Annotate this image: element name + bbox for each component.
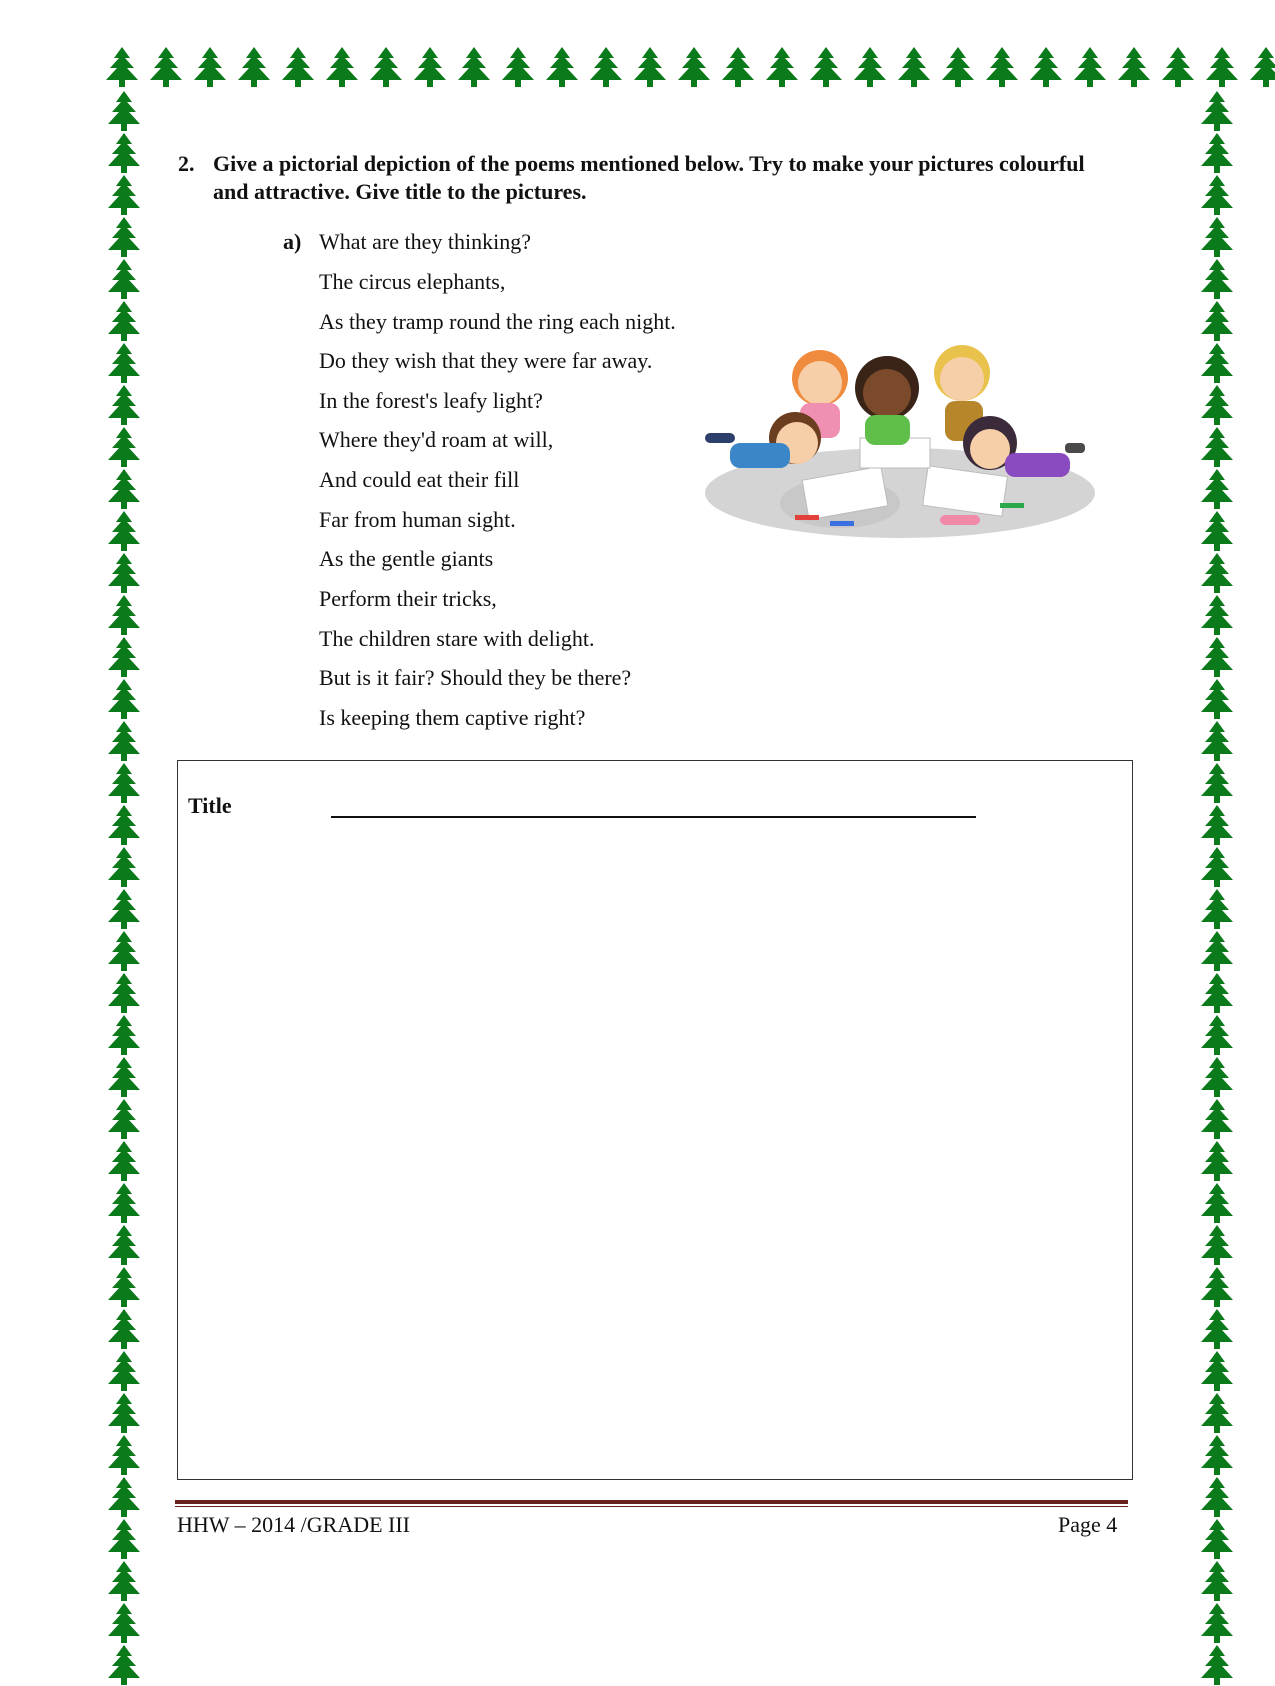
question-number: 2. xyxy=(178,151,195,176)
tree-icon xyxy=(1195,384,1243,426)
question-text: Give a pictorial depiction of the poems mentioned below. Try to make your pictures colourful and attractive. Give title to the pictures. xyxy=(213,151,1085,204)
tree-icon xyxy=(1195,216,1243,258)
poem-line: Do they wish that they were far away. xyxy=(319,348,653,373)
tree-icon xyxy=(1195,132,1243,174)
tree-icon xyxy=(102,1560,150,1602)
tree-icon xyxy=(1195,342,1243,384)
tree-icon xyxy=(1195,762,1243,804)
tree-icon xyxy=(102,762,150,804)
tree-icon xyxy=(1112,46,1156,94)
tree-icon xyxy=(936,46,980,94)
footer-left-text: HHW – 2014 /GRADE III xyxy=(177,1512,411,1537)
tree-icon xyxy=(100,46,144,94)
tree-icon xyxy=(1195,426,1243,468)
tree-icon xyxy=(1195,90,1243,132)
tree-icon xyxy=(102,552,150,594)
poem-line: As they tramp round the ring each night. xyxy=(319,309,676,334)
tree-icon xyxy=(102,678,150,720)
tree-icon xyxy=(232,46,276,94)
tree-icon xyxy=(102,1056,150,1098)
tree-icon xyxy=(1195,258,1243,300)
tree-icon xyxy=(1195,1560,1243,1602)
tree-icon xyxy=(1195,636,1243,678)
tree-icon xyxy=(452,46,496,94)
tree-icon xyxy=(1195,552,1243,594)
footer-rule xyxy=(175,1500,1128,1504)
tree-icon xyxy=(1195,1014,1243,1056)
tree-icon xyxy=(102,636,150,678)
tree-icon xyxy=(1195,930,1243,972)
title-label: Title xyxy=(188,793,232,818)
tree-icon xyxy=(364,46,408,94)
tree-icon xyxy=(102,468,150,510)
tree-icon xyxy=(980,46,1024,94)
tree-icon xyxy=(1195,678,1243,720)
tree-icon xyxy=(716,46,760,94)
poem-line: Where they'd roam at will, xyxy=(319,427,554,452)
tree-icon xyxy=(102,1602,150,1644)
tree-icon xyxy=(102,594,150,636)
tree-icon xyxy=(1244,46,1275,94)
title-underline xyxy=(331,816,976,818)
poem-line: But is it fair? Should they be there? xyxy=(319,665,632,690)
tree-icon xyxy=(102,846,150,888)
children-drawing-illustration xyxy=(700,343,1100,553)
poem-line: As the gentle giants xyxy=(319,546,494,571)
tree-icon xyxy=(848,46,892,94)
tree-icon xyxy=(102,342,150,384)
tree-icon xyxy=(102,384,150,426)
tree-icon xyxy=(102,1308,150,1350)
tree-icon xyxy=(102,426,150,468)
tree-icon xyxy=(760,46,804,94)
tree-icon xyxy=(1195,468,1243,510)
tree-icon xyxy=(1195,1476,1243,1518)
poem-line: The children stare with delight. xyxy=(319,626,595,651)
tree-icon xyxy=(1195,1350,1243,1392)
tree-icon xyxy=(1195,1308,1243,1350)
tree-icon xyxy=(1195,300,1243,342)
tree-icon xyxy=(892,46,936,94)
poem-label: a) xyxy=(283,229,302,254)
tree-icon xyxy=(102,258,150,300)
page-number: Page 4 xyxy=(1058,1512,1118,1537)
tree-icon xyxy=(102,972,150,1014)
tree-icon xyxy=(1195,594,1243,636)
tree-icon xyxy=(1195,804,1243,846)
tree-icon xyxy=(144,46,188,94)
tree-icon xyxy=(628,46,672,94)
tree-icon xyxy=(188,46,232,94)
tree-icon xyxy=(804,46,848,94)
tree-icon xyxy=(1195,1098,1243,1140)
poem-line: In the forest's leafy light? xyxy=(319,388,543,413)
tree-icon xyxy=(1195,1434,1243,1476)
tree-icon xyxy=(1195,174,1243,216)
tree-icon xyxy=(102,1476,150,1518)
drawing-area xyxy=(177,760,1133,1480)
tree-icon xyxy=(1200,46,1244,94)
tree-icon xyxy=(1195,846,1243,888)
tree-icon xyxy=(1195,888,1243,930)
tree-icon xyxy=(102,1518,150,1560)
tree-icon xyxy=(1195,1224,1243,1266)
tree-icon xyxy=(1024,46,1068,94)
tree-icon xyxy=(102,174,150,216)
tree-icon xyxy=(1195,1518,1243,1560)
tree-icon xyxy=(1195,1182,1243,1224)
poem-line: Perform their tricks, xyxy=(319,586,497,611)
tree-icon xyxy=(1195,972,1243,1014)
tree-icon xyxy=(1195,720,1243,762)
poem-line: Far from human sight. xyxy=(319,507,516,532)
tree-icon xyxy=(1195,1392,1243,1434)
tree-icon xyxy=(102,1644,150,1686)
tree-icon xyxy=(102,510,150,552)
tree-icon xyxy=(102,804,150,846)
tree-icon xyxy=(1068,46,1112,94)
tree-icon xyxy=(102,1350,150,1392)
tree-icon xyxy=(276,46,320,94)
tree-icon xyxy=(102,1266,150,1308)
tree-icon xyxy=(1156,46,1200,94)
tree-border-right xyxy=(1195,90,1243,1651)
poem-line: What are they thinking? xyxy=(319,229,531,254)
tree-icon xyxy=(102,888,150,930)
tree-icon xyxy=(1195,510,1243,552)
tree-icon xyxy=(320,46,364,94)
tree-icon xyxy=(102,1224,150,1266)
poem-line: The circus elephants, xyxy=(319,269,506,294)
poem-line: And could eat their fill xyxy=(319,467,520,492)
tree-icon xyxy=(102,1434,150,1476)
tree-icon xyxy=(102,132,150,174)
question-heading xyxy=(178,150,1088,206)
tree-icon xyxy=(102,1014,150,1056)
poem-line: Is keeping them captive right? xyxy=(319,705,586,730)
tree-icon xyxy=(102,216,150,258)
tree-icon xyxy=(1195,1266,1243,1308)
tree-icon xyxy=(102,300,150,342)
footer-rule-thin xyxy=(175,1506,1128,1507)
tree-icon xyxy=(672,46,716,94)
tree-icon xyxy=(102,1392,150,1434)
tree-icon xyxy=(102,90,150,132)
tree-icon xyxy=(102,1140,150,1182)
tree-icon xyxy=(584,46,628,94)
tree-border-top xyxy=(100,46,1245,94)
tree-icon xyxy=(1195,1056,1243,1098)
tree-icon xyxy=(408,46,452,94)
tree-icon xyxy=(102,1098,150,1140)
tree-icon xyxy=(102,720,150,762)
tree-icon xyxy=(1195,1140,1243,1182)
tree-icon xyxy=(540,46,584,94)
tree-icon xyxy=(496,46,540,94)
tree-icon xyxy=(102,930,150,972)
tree-icon xyxy=(1195,1644,1243,1686)
tree-border-left xyxy=(102,90,150,1651)
tree-icon xyxy=(102,1182,150,1224)
tree-icon xyxy=(1195,1602,1243,1644)
